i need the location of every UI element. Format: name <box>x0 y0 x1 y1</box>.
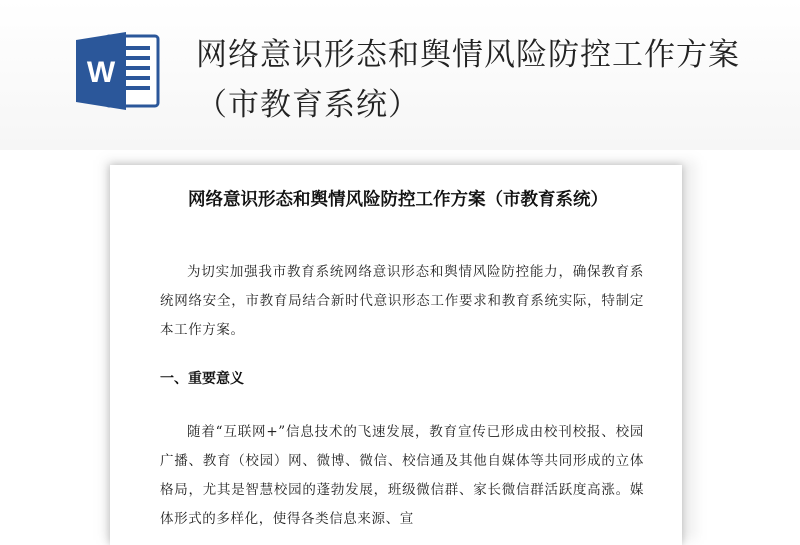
paragraph-intro: 为切实加强我市教育系统网络意识形态和舆情风险防控能力，确保教育系统网络安全，市教育局结合新时代意识形态工作要求和教育系统实际，特制定本工作方案。 <box>160 264 644 338</box>
section-heading-importance: 一、重要意义 <box>160 371 244 387</box>
paragraph-importance: 随着“互联网+”信息技术的飞速发展，教育宣传已形成由校刊校报、校园广播、教育（校园）网、微博、微信、校信通及其他自媒体等共同形成的立体格局，尤其是智慧校园的蓬勃发展，班级微信群、家长微信群活跃度高涨。媒体形式的多样化，使得各类信息来源、宣 <box>160 424 644 527</box>
document-page <box>110 165 682 545</box>
header-banner <box>0 0 800 150</box>
word-letter: W <box>86 56 116 89</box>
header-title: 网络意识形态和舆情风险防控工作方案（市教育系统） <box>196 37 740 123</box>
word-document-icon <box>76 30 164 112</box>
document-title: 网络意识形态和舆情风险防控工作方案（市教育系统） <box>188 190 608 210</box>
